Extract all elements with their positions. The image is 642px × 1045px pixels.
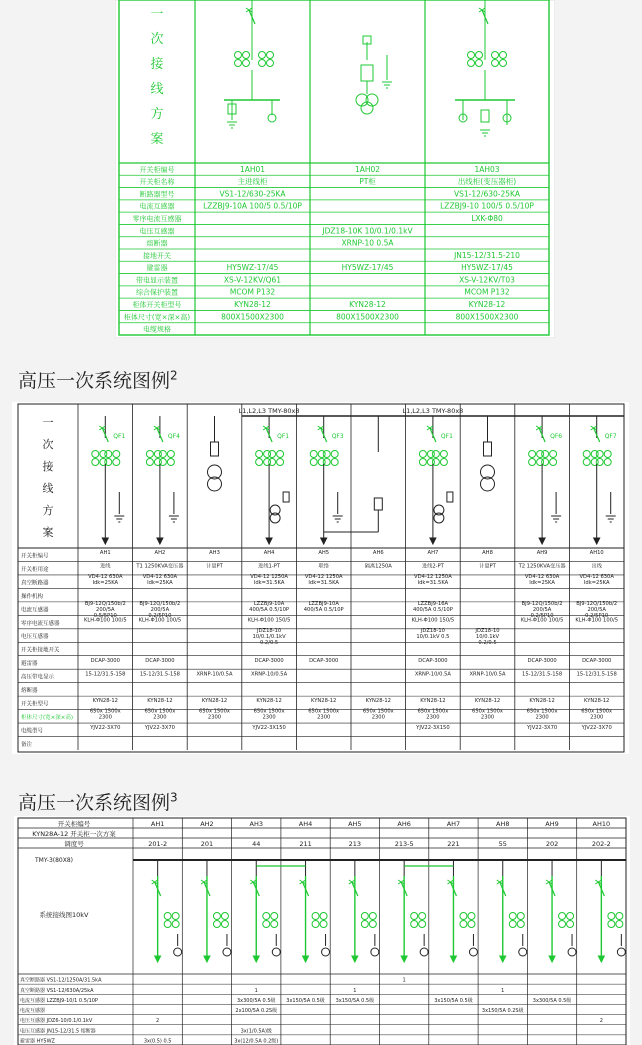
breaker-tag: QF6	[550, 433, 563, 440]
cell-value: Idk=31.5KA	[417, 579, 449, 586]
vertical-label-char: 次	[42, 438, 54, 451]
title-3-num: 3	[170, 790, 178, 805]
cell-value: 0.2/0.5	[478, 639, 497, 646]
cell-value: YJV22-3X70	[90, 725, 121, 732]
cell-value: T2 1250KVA变压器	[518, 563, 566, 570]
diagram-title-2	[18, 366, 178, 393]
cell-value: 进线1-PT	[258, 563, 281, 570]
breaker-tag: QF1	[277, 433, 290, 440]
panel-id: AH10	[592, 820, 611, 828]
cell-value: 650x 1500x	[417, 708, 449, 715]
panel-bg	[14, 816, 630, 1045]
cell-value: 200/5A	[532, 606, 552, 613]
cell-value: 2x100/5A 0.2S级	[235, 1008, 278, 1015]
cell-value: 2300	[262, 714, 276, 721]
cell-value: 800X1500X2300	[336, 312, 399, 322]
cell-value: Idk=25KA	[583, 579, 610, 586]
cell-value: 3x150/5A 0.5级	[286, 997, 325, 1004]
vertical-label-char: 一	[42, 416, 54, 429]
row-label: 柜体尺寸(宽×深×高)	[123, 313, 191, 322]
cell-value: LZZBJ9-10A 100/5 0.5/10P	[203, 201, 302, 211]
breaker-tag: QF3	[331, 433, 344, 440]
cell-value: KLH-Φ100 100/5	[575, 617, 619, 624]
panel-id: AH2	[200, 820, 214, 828]
cell-value: 3x(0.5) 0.5	[143, 1038, 172, 1045]
cell-value: VS1-12/630-25KA	[219, 189, 286, 199]
cell-value: 10/0.1kV	[475, 633, 500, 640]
diagram-title-3	[18, 788, 178, 815]
cell-value: MCOM P132	[464, 287, 510, 297]
cell-value: KYN28-12	[468, 299, 506, 309]
cell-value: BJ9-12Q/150b/2	[84, 600, 126, 607]
cell-value: AH1	[99, 550, 111, 557]
cell-value: VD4-12 630A	[524, 573, 560, 580]
cell-value: VD4-12 630A	[88, 573, 123, 580]
row-label: 断路器型号	[139, 190, 175, 199]
row-label: 开关柜编号	[139, 165, 175, 174]
row-label: 电流互感器	[21, 607, 49, 614]
row-label: 开关柜用途	[21, 566, 49, 573]
cell-value: LZZBJ9-10A	[308, 600, 339, 607]
cell-value: 200/5A	[587, 606, 606, 613]
vertical-label-char: 线	[150, 82, 164, 97]
cell-value: MCOM P132	[229, 287, 276, 297]
cell-value: 650x 1500x	[253, 708, 285, 715]
panel-id: AH6	[397, 820, 411, 828]
panel-id: AH4	[298, 820, 313, 828]
cell-value: 650x 1500x	[526, 708, 558, 715]
cell-value: KYN28-12	[147, 698, 173, 705]
cell-value: Idk=25KA	[92, 579, 119, 586]
cell-value: HY5WZ-17/45	[226, 263, 279, 273]
cell-value: 400/5A 0.5/10P	[249, 606, 290, 613]
cell-value: 1	[501, 987, 505, 994]
cell-value: Idk=31.5KA	[308, 579, 339, 586]
cell-value: 1	[402, 977, 406, 984]
cell-value: 主进线柜	[237, 177, 268, 187]
cell-value: 650x 1500x	[199, 708, 230, 715]
vertical-label-char: 案	[42, 526, 54, 539]
cell-value: 出线	[591, 563, 602, 570]
cell-value: LZZBJ9-16A	[417, 600, 449, 607]
cell-value: BJ9-12Q/150b/2	[576, 600, 618, 607]
cell-value: KYN28-12	[584, 698, 610, 705]
cell-value: YJV22-3X70	[581, 725, 612, 732]
bus-label: L1,L2,L3 TMY-80x8	[402, 407, 464, 415]
cell-value: XS-V-12KV/T03	[459, 275, 515, 285]
header-label: 开关柜编号	[57, 820, 91, 828]
cell-value: 800X1500X2300	[455, 312, 519, 322]
vertical-label-char: 次	[150, 32, 164, 47]
cell-value: 1	[254, 987, 258, 994]
row-label: 柜体开关柜型号	[132, 300, 182, 309]
row-label: 开关柜接地开关	[21, 647, 60, 654]
cell-value: 进线2-PT	[421, 563, 444, 570]
cell-value: YJV22-3X150	[252, 725, 286, 732]
row-label: 避雷器	[21, 661, 38, 668]
vertical-label-char: 接	[150, 57, 164, 72]
bus-label: TMY-3(80X8)	[34, 857, 74, 864]
cell-value: DCAP-3000	[309, 657, 339, 664]
cell-value: 0.2/0.5	[259, 639, 279, 646]
cell-value: KYN28-12	[201, 698, 228, 705]
cell-value: VD4-12 630A	[579, 573, 614, 580]
cell-value: BJ9-12Q/150b/2	[139, 600, 181, 607]
cell-value: KLH-Φ100 100/5	[520, 617, 564, 624]
header-label: KYN28A-12 开关柜一次方案	[32, 830, 116, 838]
cell-value: 10/0.1kV 0.5	[416, 633, 450, 640]
panel-id: AH3	[249, 820, 263, 828]
cell-value: 0.2/5P10	[530, 612, 554, 619]
cell-value: Idk=25KA	[147, 579, 173, 586]
cell-value: LZZBJ9-10A	[253, 600, 285, 607]
vertical-label-char: 接	[42, 460, 54, 473]
cell-value: AH9	[536, 550, 548, 557]
vertical-label-char: 案	[150, 132, 164, 147]
vertical-label-char: 方	[42, 504, 54, 517]
row-label: 电缆型号	[21, 728, 44, 735]
cell-value: KYN28-12	[256, 698, 282, 705]
panel-id: AH7	[446, 820, 461, 828]
row-label: 零序电流互感器	[21, 620, 60, 627]
cell-value: BJ9-12Q/150b/2	[521, 600, 563, 607]
title-2-num: 2	[170, 368, 178, 383]
breaker-tag: QF7	[604, 433, 617, 440]
cell-value: HY5WZ-17/45	[461, 263, 513, 273]
cell-value: 15-12/31.5-158	[576, 671, 617, 678]
panel-id: AH1	[150, 820, 165, 828]
cell-value: 3x150/5A 0.2S级	[481, 1008, 524, 1015]
cell-value: DCAP-3000	[582, 657, 612, 664]
cell-value: KLH-Φ100 100/5	[83, 617, 127, 624]
cell-value: 650x 1500x	[581, 708, 613, 715]
cell-value: VS1-12/630-25KA	[454, 189, 520, 199]
system-label: 系统接线图10kV	[39, 911, 89, 919]
cell-value: 2300	[590, 714, 604, 721]
cell-value: KLH-Φ100 150/5	[411, 617, 455, 624]
cell-value: 3x300/5A 0.5级	[236, 997, 276, 1004]
diagram-panel-3	[14, 816, 630, 1045]
cell-value: AH7	[427, 550, 439, 557]
cell-value: KLH-Φ100 150/5	[247, 617, 291, 624]
cell-value: YJV22-3X70	[527, 725, 558, 732]
cell-value: KYN28-12	[234, 299, 271, 309]
title-3-text: 高压一次系统图例	[18, 792, 171, 814]
cell-value: 3x150/5A 0.5级	[434, 997, 473, 1004]
vertical-label-char: 一	[150, 7, 164, 22]
panel-id: AH8	[496, 820, 510, 828]
cell-value: 2300	[153, 714, 167, 721]
row-label: 真空断路器 VS1-12/1250A/31.5kA	[20, 977, 102, 984]
cell-value: JDZ18-10K 10/0.1/0.1kV	[322, 226, 413, 236]
cell-value: 400/5A 0.5/10P	[303, 606, 344, 613]
cell-value: 0.2/5P10	[585, 612, 609, 619]
cell-value: 1AH02	[354, 164, 381, 174]
row-label: 避雷器	[146, 264, 168, 273]
dispatch-no: 202-2	[591, 840, 611, 848]
bus-label: L1,L2,L3 TMY-80x8	[238, 407, 300, 415]
cell-value: 2300	[426, 714, 440, 721]
vertical-label-char: 线	[42, 482, 54, 495]
cell-value: XRNP-10/0.5A	[469, 671, 506, 678]
row-label: 开关柜编号	[21, 553, 49, 560]
cell-value: AH2	[154, 550, 166, 557]
row-label: 熔断器	[21, 688, 38, 695]
cell-value: LXK-Φ80	[471, 213, 503, 223]
diagram-panel-2	[12, 402, 629, 754]
cell-value: AH4	[263, 550, 275, 557]
diagram-panel-1	[115, 0, 555, 338]
row-label: 带电显示装置	[136, 276, 178, 285]
cell-value: 隔离1250A	[364, 563, 392, 570]
cell-value: 3x150/5A 0.5级	[335, 997, 375, 1004]
one-line-diagram-3	[14, 816, 630, 1045]
cell-value: 2300	[535, 714, 549, 721]
cell-value: 0.5/5P10	[93, 612, 117, 619]
dispatch-no: 213	[348, 840, 362, 848]
row-label: 电缆规格	[143, 325, 171, 334]
cell-value: 650x 1500x	[472, 708, 503, 715]
row-label: 柜体尺寸(宽×深×高)	[21, 715, 74, 722]
row-label: 操作机构	[21, 593, 44, 600]
cell-value: 200/5A	[96, 606, 115, 613]
cell-value: 2	[156, 1018, 160, 1025]
header-label: 调度号	[64, 840, 84, 848]
row-label: 电压互感器	[139, 227, 175, 236]
cell-value: 2	[599, 1018, 603, 1025]
row-label: 电流互感器 LZZBJ9-10/1 0.5/10P	[20, 997, 98, 1004]
row-label: 零序电流互感器	[132, 214, 182, 223]
row-label: 真空断路器	[21, 580, 49, 587]
cell-value: 出线柜(变压器柜)	[457, 177, 517, 187]
cell-value: DCAP-3000	[145, 657, 175, 664]
cell-value: VD4-12 630A	[142, 573, 178, 580]
cell-value: XRNP-10 0.5A	[341, 238, 394, 248]
cell-value: 15-12/31.5-158	[522, 671, 563, 678]
dispatch-no: 44	[252, 840, 261, 848]
breaker-tag: QF1	[440, 433, 453, 440]
breaker-tag: QF1	[113, 433, 126, 440]
cell-value: 2300	[371, 714, 385, 721]
cell-value: 2300	[480, 714, 495, 721]
cell-value: 3x300/5A 0.5级	[532, 997, 572, 1004]
cell-value: 15-12/31.5-158	[139, 671, 180, 678]
cell-value: YJV22-3X70	[144, 725, 175, 732]
cell-value: HY5WZ-17/45	[341, 263, 394, 273]
cell-value: 进线	[100, 563, 111, 570]
title-2-text: 高压一次系统图例	[18, 370, 171, 392]
dispatch-no: 221	[447, 840, 460, 848]
cell-value: KYN28-12	[349, 299, 386, 309]
cell-value: 3x(1/0.5A)级	[240, 1028, 272, 1035]
panel-id: AH9	[545, 820, 559, 828]
cell-value: 1AH03	[474, 164, 500, 174]
cell-value: 计量PT	[479, 563, 496, 570]
dispatch-no: 202	[545, 840, 559, 848]
cell-value: DCAP-3000	[90, 657, 120, 664]
cell-value: T1 1250KVA变压器	[136, 563, 184, 570]
row-label: 电流互感器	[20, 1008, 46, 1015]
cell-value: 650x 1500x	[89, 708, 121, 715]
cell-value: Idk=31.5KA	[253, 579, 285, 586]
cell-value: XRNP-10/0.5A	[251, 671, 288, 678]
cell-value: AH3	[209, 550, 220, 557]
cell-value: VD4-12 1250A	[304, 573, 343, 580]
cell-value: KYN28-12	[311, 698, 337, 705]
cell-value: 200/5A	[150, 606, 170, 613]
cell-value: JDZ18-10	[420, 627, 445, 634]
cell-value: 15-12/31.5-158	[85, 671, 126, 678]
row-label: 电压互感器 JDZ6-10/0.1/0.1kV	[20, 1018, 93, 1025]
cell-value: LZZBJ9-10 100/5 0.5/10P	[440, 201, 534, 211]
cell-value: KLH-Φ100 100/5	[138, 617, 182, 624]
cell-value: 1AH01	[239, 164, 266, 174]
cell-value: JDZ18-10	[257, 627, 282, 634]
cell-value: JN15-12/31.5-210	[454, 250, 520, 260]
row-label: 备注	[21, 741, 33, 748]
cell-value: AH10	[589, 550, 604, 557]
cell-value: 650x 1500x	[362, 708, 394, 715]
panel-id: AH5	[348, 820, 362, 828]
cell-value: 1	[353, 987, 357, 994]
breaker-tag: QF4	[167, 433, 180, 440]
cell-value: KYN28-12	[365, 698, 391, 705]
cell-value: XS-V-12KV/Q61	[223, 275, 282, 285]
dispatch-no: 201	[200, 840, 214, 848]
cell-value: DCAP-3000	[527, 657, 557, 664]
cell-value: VD4-12 1250A	[250, 573, 288, 580]
cell-value: DCAP-3000	[418, 657, 448, 664]
cell-value: 2300	[98, 714, 112, 721]
cell-value: XRNP-10/0.5A	[414, 671, 451, 678]
row-label: 电流互感器	[139, 202, 175, 211]
dispatch-no: 211	[299, 840, 312, 848]
cell-value: 0.2/5P10	[148, 612, 172, 619]
vertical-label-char: 方	[150, 107, 164, 122]
cell-value: 2300	[207, 714, 222, 721]
cell-value: Idk=25KA	[529, 579, 555, 586]
dispatch-no: 201-2	[148, 840, 168, 848]
cell-value: KYN28-12	[92, 698, 118, 705]
row-label: 电压互感器	[21, 634, 49, 641]
cell-value: AH5	[318, 550, 330, 557]
cell-value: 2300	[317, 714, 331, 721]
cell-value: 3x(12/0.5A 0.2级)	[234, 1038, 279, 1045]
row-label: 高压带电显示	[21, 674, 55, 681]
cell-value: JDZ18-10	[475, 627, 500, 634]
row-label: 开关柜型号	[21, 701, 49, 708]
cell-value: DCAP-3000	[254, 657, 284, 664]
row-label: 接地开关	[143, 251, 171, 260]
cell-value: 计量PT	[206, 563, 223, 570]
one-line-diagram-2	[12, 402, 629, 754]
cell-value: 联络	[318, 563, 329, 570]
dispatch-no: 55	[498, 840, 507, 848]
cell-value: 650x 1500x	[144, 708, 176, 715]
row-label: 避雷器 HY5WZ	[20, 1038, 55, 1045]
cell-value: 800X1500X2300	[221, 312, 284, 322]
row-label: 电压互感器 JN15-12/31.5 熔断器	[20, 1028, 96, 1035]
cell-value: YJV22-3X150	[416, 725, 450, 732]
cell-value: 400/5A 0.5/10P	[412, 606, 453, 613]
cell-value: KYN28-12	[529, 698, 555, 705]
cell-value: XRNP-10/0.5A	[196, 671, 233, 678]
cell-value: AH8	[482, 550, 493, 557]
cell-value: AH6	[372, 550, 384, 557]
one-line-diagram-1	[115, 0, 555, 338]
cell-value: KYN28-12	[474, 698, 501, 705]
row-label: 开关柜名称	[139, 178, 175, 187]
cell-value: KYN28-12	[420, 698, 446, 705]
row-label: 熔断器	[146, 239, 168, 248]
cell-value: 10/0.1/0.1kV	[252, 633, 286, 640]
cell-value: 650x 1500x	[308, 708, 340, 715]
cell-value: VD4-12 1250A	[414, 573, 452, 580]
row-label: 真空断路器 VS1-12/630A/25kA	[20, 987, 94, 994]
dispatch-no: 213-5	[394, 840, 414, 848]
row-label: 综合保护装置	[136, 288, 178, 297]
cell-value: PT柜	[359, 177, 376, 187]
